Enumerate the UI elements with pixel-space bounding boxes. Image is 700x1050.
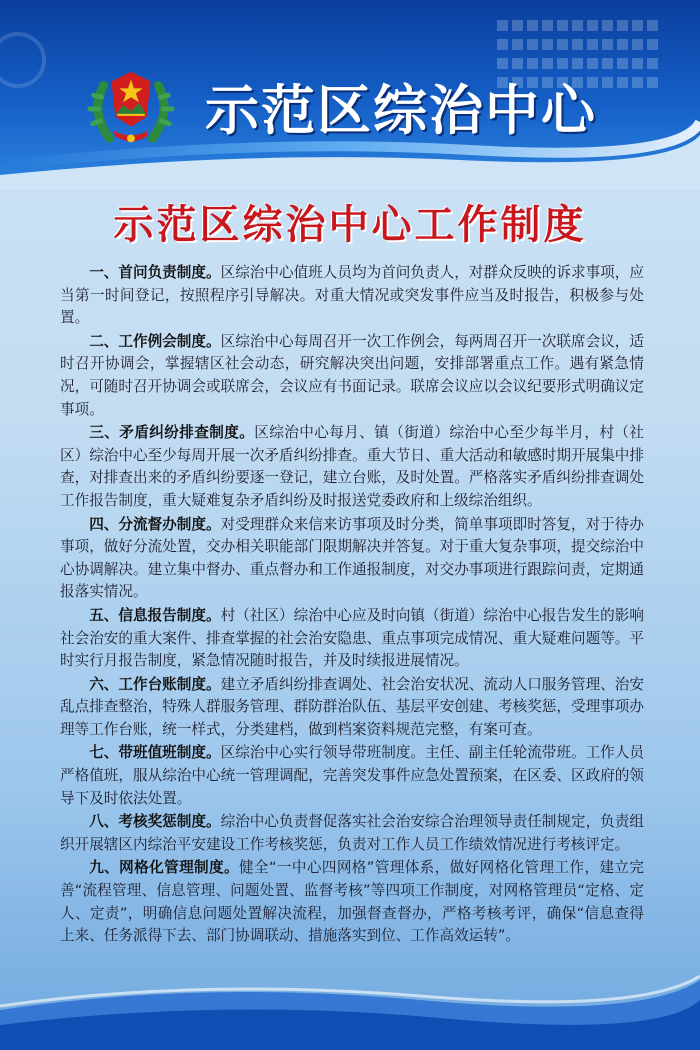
section-heading: 八、考核奖惩制度。	[89, 813, 221, 831]
section-text: 区综治中心每周召开一次工作例会，每两周召开一次联席会议，适时召开协调会，掌握辖区社会动态，研究解决突出问题，安排部署重点工作。遇有紧急情况，可随时召开协调会或联席会，会议应有书面记录。联席会议应以会议纪要形式明确议定事项。	[60, 332, 644, 418]
section-heading: 五、信息报告制度。	[89, 606, 221, 624]
header-org-title: 示范区综治中心	[205, 79, 597, 142]
section-heading: 九、网格化管理制度。	[89, 859, 239, 877]
section-text: 村（社区）综治中心应及时向镇（街道）综治中心报告发生的影响社会治安的重大案件、排查掌握的社会治安隐患、重点事项完成情况、重大疑难问题等。平时实行月报告制度，紧急情况随时报告，并及时续报进展情况。	[60, 606, 644, 670]
national-emblem-icon	[82, 58, 180, 156]
section-6	[60, 674, 644, 742]
section-text: 综治中心负责督促落实社会治安综合治理领导责任制规定，负责组织开展辖区内综治平安建设工作考核奖惩，负责对工作人员工作绩效情况进行考核评定。	[60, 813, 644, 853]
section-4	[60, 514, 644, 604]
section-1	[60, 262, 644, 330]
section-text: 建立矛盾纠纷排查调处、社会治安状况、流动人口服务管理、治安乱点排查整治，特殊人群服务管理、群防群治队伍、基层平安创建、考核奖惩，受理事项办理等工作台账，统一样式，分类建档，做到档案资料规范完整，有案可查。	[60, 675, 644, 738]
section-heading: 三、矛盾纠纷排查制度。	[89, 424, 255, 442]
section-text: 区综治中心实行领导带班制度。主任、副主任轮流带班。工作人员严格值班，服从综治中心统一管理调配，完善突发事件应急处置预案，在区委、区政府的领导下及时依法处置。	[60, 744, 644, 807]
header-banner	[0, 0, 700, 190]
section-heading: 二、工作例会制度。	[89, 332, 221, 350]
section-2	[60, 331, 644, 421]
section-heading: 一、首问负责制度。	[89, 264, 221, 281]
section-text: 对受理群众来信来访事项及时分类，简单事项即时答复，对于待办事项，做好分流处置，交办相关职能部门限期解决并答复。对于重大复杂事项，提交综治中心协调解决。建立集中督办、重点督办和工作通报制度，对交办事项进行跟踪问责，定期通报落实情况。	[60, 515, 644, 601]
section-3	[60, 422, 644, 512]
section-text: 区综治中心每月、镇（街道）综治中心至少每半月，村（社区）综治中心至少每周开展一次矛盾纠纷排查。重大节日、重大活动和敏感时期开展集中排查，对排查出来的矛盾纠纷要逐一登记，建立台账，及时处置。严格落实矛盾纠纷排查调处工作报告制度，重大疑难复杂矛盾纠纷及时报送党委政府和上级综治组织。	[60, 424, 644, 509]
footer-wave-decoration	[0, 940, 700, 1050]
section-8	[60, 811, 644, 856]
section-7	[60, 742, 644, 810]
section-text: 健全“一中心四网格”管理体系，做好网格化管理工作，建立完善“流程管理、信息管理、问题处置、监督考核”等四项工作制度，对网格管理员“定格、定人、定责”，明确信息问题处置解决流程，加强督查督办，严格考核考评，确保“信息查得上来、任务派得下去、部门协调联动、措施落实到位、工作高效运转”。	[60, 859, 644, 945]
section-heading: 四、分流督办制度。	[89, 515, 221, 533]
document-title: 示范区综治中心工作制度	[113, 202, 587, 248]
regulations-body	[60, 262, 644, 949]
section-heading: 七、带班值班制度。	[89, 744, 221, 762]
section-9	[60, 857, 644, 947]
section-heading: 六、工作台账制度。	[89, 675, 221, 693]
section-5	[60, 605, 644, 673]
section-text: 区综治中心值班人员均为首问负责人，对群众反映的诉求事项，应当第一时间登记，按照程序引导解决。对重大情况或突发事件应当及时报告，积极参与处置。	[60, 264, 644, 327]
